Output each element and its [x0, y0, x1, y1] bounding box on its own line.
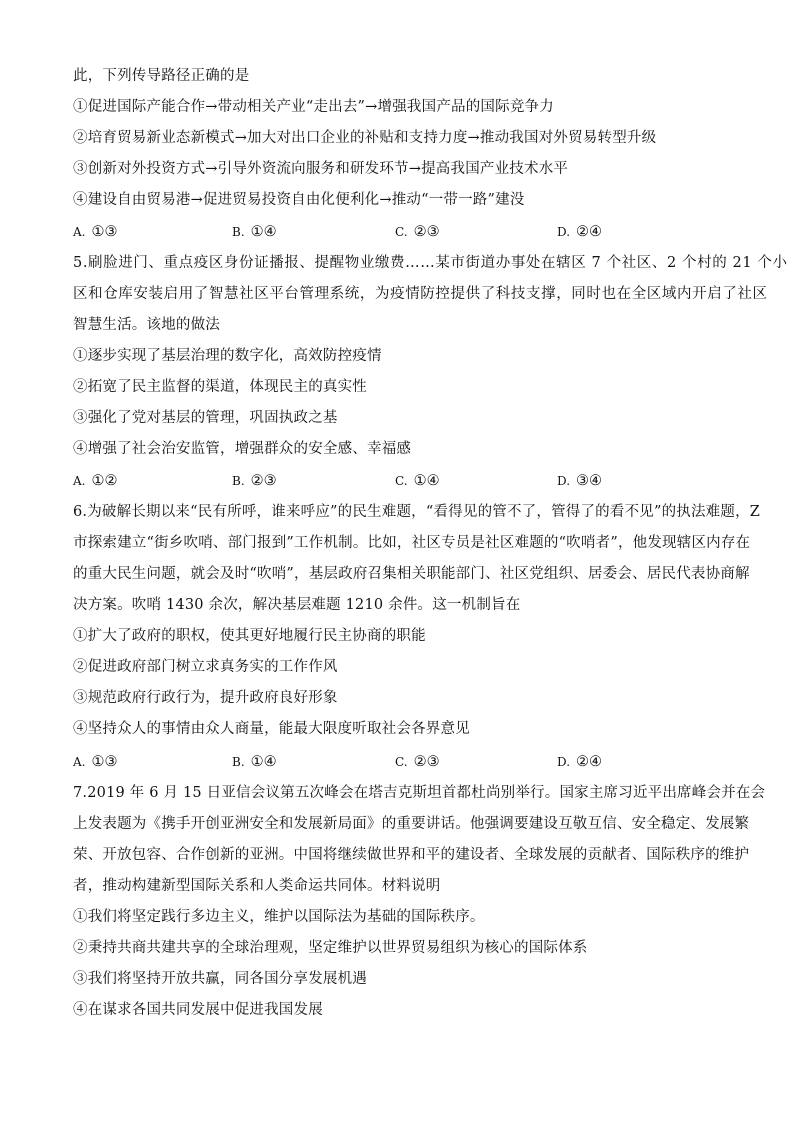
option-letter: C. [395, 474, 408, 488]
q4-stem-tail: 此，下列传导路径正确的是 [73, 68, 250, 84]
q4-option-d[interactable] [557, 222, 602, 242]
q5-stem-line-1: 5.刷脸进门、重点疫区身份证播报、提醒物业缴费……某市街道办事处在辖区 7 个社区、2 个村的 21 个小 [73, 255, 788, 271]
q4-option-c[interactable] [395, 222, 440, 242]
q6-option-d[interactable] [557, 752, 602, 772]
q5-option-a[interactable] [73, 471, 117, 491]
q5-stem-line-3: 智慧生活。该地的做法 [73, 317, 220, 333]
option-text: ②③ [413, 224, 440, 240]
q5-statement-4: ④增强了社会治安监管，增强群众的安全感、幸福感 [73, 441, 412, 457]
option-text: ③④ [576, 473, 603, 489]
q6-option-b[interactable] [232, 752, 277, 772]
option-letter: A. [73, 755, 86, 769]
q5-option-b[interactable] [232, 471, 277, 491]
q6-stem-line-2: 市探索建立“街乡吹哨、部门报到”工作机制。比如，社区专员是社区难题的“吹哨者”，他发现辖区内存在 [73, 535, 751, 551]
option-text: ①④ [250, 754, 277, 770]
q6-statement-1: ①扩大了政府的职权，使其更好地履行民主协商的职能 [73, 628, 426, 644]
q6-stem-line-3: 的重大民生问题，就会及时“吹哨”，基层政府召集相关职能部门、社区党组织、居委会、居民代表协商解 [73, 566, 750, 582]
q5-statement-2: ②拓宽了民主监督的渠道，体现民主的真实性 [73, 379, 367, 395]
q4-statement-2: ②培育贸易新业态新模式→加大对出口企业的补贴和支持力度→推动我国对外贸易转型升级 [73, 130, 657, 146]
q6-option-c[interactable] [395, 752, 440, 772]
q7-stem-line-2: 上发表题为《携手开创亚洲安全和发展新局面》的重要讲话。他强调要建设互敬互信、安全稳定、发展繁 [73, 816, 750, 832]
option-text: ②③ [250, 473, 277, 489]
q6-options [73, 752, 733, 772]
option-letter: B. [232, 755, 245, 769]
q7-statement-3: ③我们将坚持开放共赢，同各国分享发展机遇 [73, 971, 367, 987]
option-letter: B. [232, 474, 245, 488]
option-letter: D. [557, 474, 571, 488]
q6-statement-2: ②促进政府部门树立求真务实的工作作风 [73, 659, 338, 675]
option-text: ②④ [576, 224, 603, 240]
option-text: ①④ [413, 473, 440, 489]
q7-stem-line-4: 者，推动构建新型国际关系和人类命运共同体。材料说明 [73, 878, 441, 894]
option-text: ②④ [576, 754, 603, 770]
option-text: ①④ [250, 224, 277, 240]
option-text: ②③ [413, 754, 440, 770]
q6-stem-line-4: 决方案。吹哨 1430 余次，解决基层难题 1210 余件。这一机制旨在 [73, 597, 521, 613]
q4-option-a[interactable] [73, 222, 117, 242]
option-letter: C. [395, 225, 408, 239]
q5-statement-1: ①逐步实现了基层治理的数字化，高效防控疫情 [73, 348, 382, 364]
q7-stem-line-1: 7.2019 年 6 月 15 日亚信会议第五次峰会在塔吉克斯坦首都杜尚别举行。国家主席习近平出席峰会并在会 [73, 785, 766, 801]
q5-option-d[interactable] [557, 471, 602, 491]
q6-option-a[interactable] [73, 752, 117, 772]
option-letter: A. [73, 474, 86, 488]
q5-statement-3: ③强化了党对基层的管理，巩固执政之基 [73, 410, 338, 426]
option-text: ①③ [91, 754, 118, 770]
q7-stem-line-3: 荣、开放包容、合作创新的亚洲。中国将继续做世界和平的建设者、全球发展的贡献者、国际秩序的维护 [73, 847, 750, 863]
q7-statement-1: ①我们将坚定践行多边主义，维护以国际法为基础的国际秩序。 [73, 909, 485, 925]
q6-stem-line-1: 6.为破解长期以来“民有所呼，谁来呼应”的民生难题，“看得见的管不了，管得了的看不见”的执法难题，Z [73, 504, 761, 520]
q5-stem-line-2: 区和仓库安装启用了智慧社区平台管理系统，为疫情防控提供了科技支撑，同时也在全区域内开启了社区 [73, 286, 768, 302]
q4-options [73, 222, 733, 242]
q4-statement-4: ④建设自由贸易港→促进贸易投资自由化便利化→推动“一带一路”建没 [73, 192, 525, 208]
option-letter: D. [557, 755, 571, 769]
option-letter: B. [232, 225, 245, 239]
q5-options [73, 471, 733, 491]
q5-option-c[interactable] [395, 471, 440, 491]
q4-option-b[interactable] [232, 222, 277, 242]
q6-statement-3: ③规范政府行政行为，提升政府良好形象 [73, 690, 338, 706]
option-letter: D. [557, 225, 571, 239]
q7-statement-4: ④在谋求各国共同发展中促进我国发展 [73, 1002, 323, 1018]
option-text: ①② [91, 473, 118, 489]
q6-statement-4: ④坚持众人的事情由众人商量，能最大限度听取社会各界意见 [73, 721, 470, 737]
q7-statement-2: ②秉持共商共建共享的全球治理观，坚定维护以世界贸易组织为核心的国际体系 [73, 940, 588, 956]
option-letter: A. [73, 225, 86, 239]
option-text: ①③ [91, 224, 118, 240]
q4-statement-1: ①促进国际产能合作→带动相关产业“走出去”→增强我国产品的国际竞争力 [73, 99, 554, 115]
option-letter: C. [395, 755, 408, 769]
q4-statement-3: ③创新对外投资方式→引导外资流向服务和研发环节→提高我国产业技术水平 [73, 161, 569, 177]
